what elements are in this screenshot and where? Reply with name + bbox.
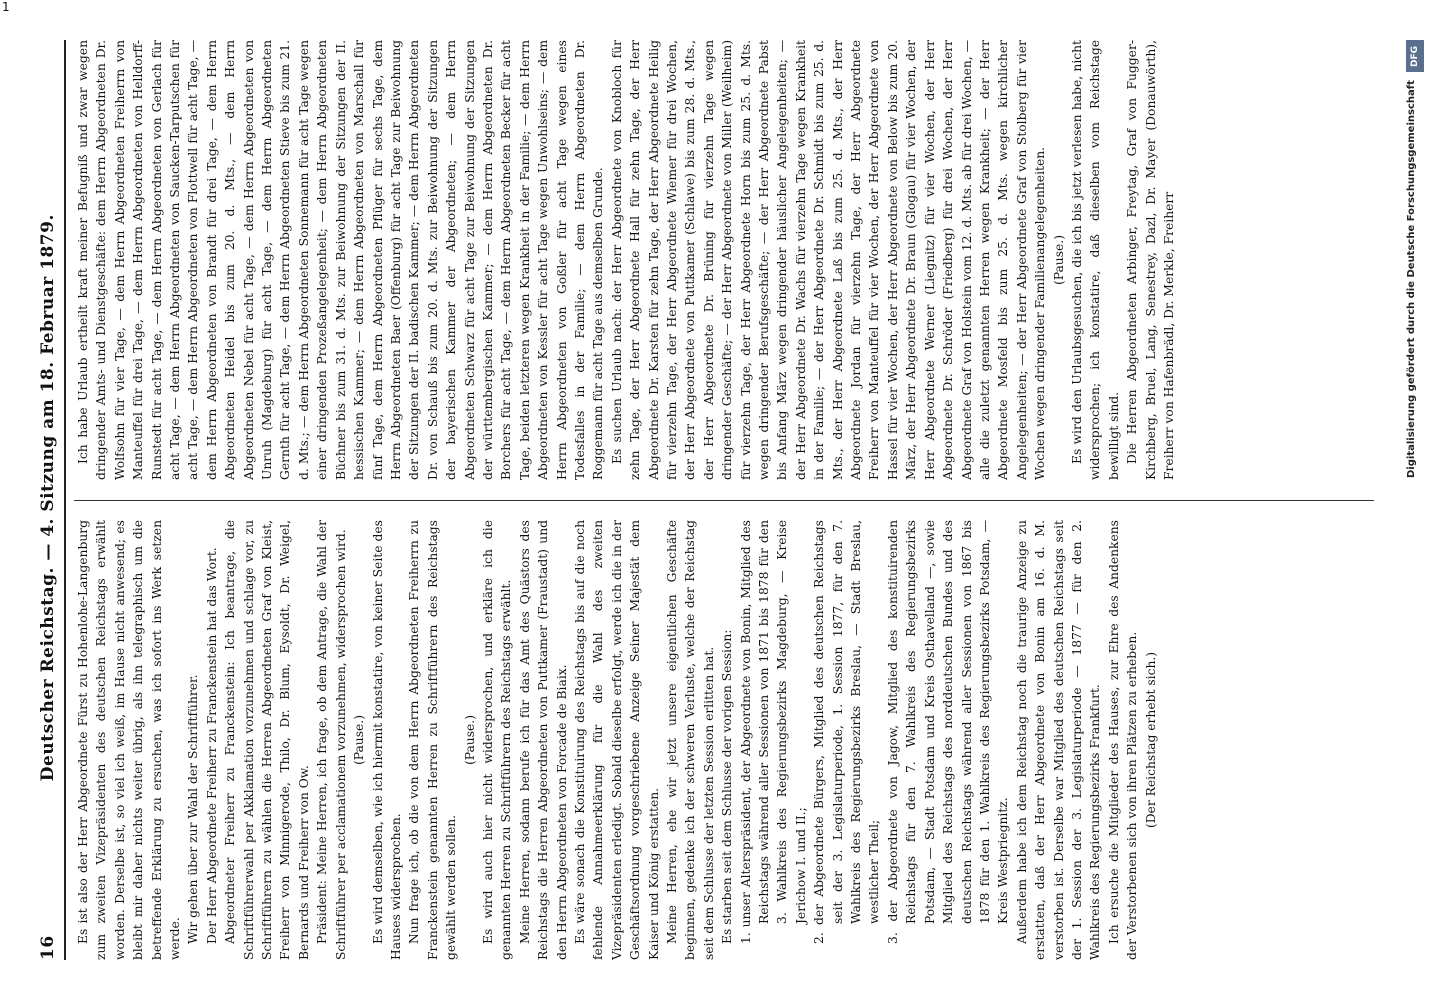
paragraph: Meine Herren, sodann berufe ich für das Amt des Quästors des Reichstags die Herren Abgeordneten von Puttkamer (Fraustadt) und den Herrn Abgeordneten von Forcade de Biaix. <box>517 520 569 960</box>
column-divider <box>74 500 1374 501</box>
page-title: Deutscher Reichstag. — 4. Sitzung am 18. Februar 1879. <box>38 214 58 782</box>
dfg-sidebar <box>1404 40 1428 960</box>
paragraph: Präsident: Meine Herren, ich frage, ob dem Antrage, die Wahl der Schriftführer per acclamationem vorzunehmen, widersprochen wird. <box>315 520 348 960</box>
paragraph: Es wird demselben, wie ich hiermit konstatire, von keiner Seite des Hauses widersprochen. <box>370 520 403 960</box>
paragraph: Es suchen Urlaub nach: der Herr Abgeordnete von Knobloch für zehn Tage, der Herr Abgeordnete Hall für zehn Tage, der Herr Abgeordnete Dr. Karsten für zehn Tage, der Herr Abgeordnete Heilig für vierzehn Tage, der Herr Abgeordnete Wiemer für drei Wochen, der Herr Abgeordnete von Puttkamer (Schlawe) bis zum 28. d. Mts., der Herr Abgeordnete Dr. Brüning für vierzehn Tage wegen dringender Geschäfte; — der Herr Abgeordnete von Miller (Weilheim) für vierzehn Tage, der Herr Abgeordnete Horn bis zum 25. d. Mts. wegen dringender Berufsgeschäfte; — der Herr Abgeordnete Pabst bis Anfang März wegen dringender häuslicher Angelegenheiten; — der Herr Abgeordnete Dr. Wachs für vierzehn Tage wegen Krankheit in der Familie; — der Herr Abgeordnete Dr. Schmidt bis zum 25. d. Mts., der Herr Abgeordnete Laß bis zum 25. d. Mts., der Herr Abgeordnete Jordan für vierzehn Tage, der Herr Abgeordnete Freiherr von Manteuffel für vier Wochen, der Herr Abgeordnete von Hassel für vier Wochen, der Herr Abgeordnete von Below bis zum 20. März, der Herr Abgeordnete Dr. Braun (Glogau) für vier Wochen, der Herr Abgeordnete Werner (Liegnitz) für vier Wochen, der Herr Abgeordnete Dr. Schröder (Friedberg) für drei Wochen, der Herr Abgeordnete Graf von Holstein vom 12. d. Mts. ab für drei Wochen, — alle die zuletzt genannten Herren wegen Krankheit; — der Herr Abgeordnete Mosfeld bis zum 25. d. Mts. wegen kirchlicher Angelegenheiten; — der Herr Abgeordnete Graf von Stolberg für vier Wochen wegen dringender Familienangelegenheiten. <box>609 40 1048 480</box>
stage-direction: (Pause.) <box>462 714 477 766</box>
paragraph: Ich ersuche die Mitglieder des Hauses, zur Ehre des Andenkens der Verstorbenen sich von ihren Plätzen zu erheben. <box>1106 520 1140 960</box>
list-item: 2. der Abgeordnete Bürgers, Mitglied des deutschen Reichstags seit der 3. Legislaturperiode, 1. Session 1877, für den 7. Wahlkreis des Regierungsbezirks Breslau, — Stadt Breslau, westlicher Theil; <box>812 520 882 944</box>
paragraph: Meine Herren, ehe wir jetzt unsere eigentlichen Geschäfte beginnen, gedenke ich der schweren Verluste, welche der Reichstag seit dem Schlusse der letzten Session erlitten hat. <box>665 520 716 960</box>
dfg-logo: DFG <box>1406 40 1424 72</box>
corner-mark: 1 <box>2 0 10 14</box>
paragraph: Wir gehen über zur Wahl der Schriftführer. <box>186 674 201 944</box>
list-item: 1. unser Alterspräsident, der Abgeordnete von Bonin, Mitglied des Reichstags während aller Sessionen von 1871 bis 1878 für den 3. Wahlkreis des Regierungsbezirks Magdeburg, — Kreise Jerichow I. und II.; <box>738 520 808 944</box>
paragraph: Es wäre sonach die Konstituirung des Reichstags bis auf die noch fehlende Annahmeerklärung für die Wahl des zweiten Vizepräsidenten erledigt. Sobald dieselbe erfolgt, werde ich die in der Geschäftsordnung vorgeschriebene Anzeige Seiner Majestät dem Kaiser und König erstatten. <box>572 520 661 960</box>
paragraph: Es ist also der Herr Abgeordnete Fürst zu Hohenlohe-Langenburg zum zweiten Vizepräsidenten des deutschen Reichstags erwählt worden. Derselbe ist, so viel ich weiß, im Hause nicht anwesend; es bleibt mir daher nichts weiter übrig, als ihn telegraphisch um die betreffende Erklärung zu ersuchen, was ich sofort ins Werk setzen werde. <box>76 520 183 960</box>
paragraph: Abgeordneter Freiherr zu Franckenstein: Ich beantrage, die Schriftführerwahl per Akklamation vorzunehmen und schlage vor, zu Schriftführern zu wählen die Herren Abgeordneten Graf von Kleist, Freiherr von Minnigerode, Thilo, Dr. Blum, Eysoldt, Dr. Weigel, Bernards und Freiherr von Ow. <box>223 520 311 960</box>
page-number: 16 <box>38 935 58 960</box>
list-item: 3. der Abgeordnete von Jagow, Mitglied des konstituirenden Reichstags für den 7. Wahlkreis des Regierungsbezirks Potsdam, — Stadt Potsdam und Kreis Osthavelland —, sowie Mitglied des Reichstags des norddeutschen Bundes und des deutschen Reichstags während aller Sessionen von 1867 bis 1878 für den 1. Wahlkreis des Regierungsbezirks Potsdam, — Kreis Westpriegnitz. <box>885 520 1011 944</box>
paragraph: Es wird den Urlaubsgesuchen, die ich bis jetzt verlesen habe, nicht widersprochen; ich konstatire, daß dieselben vom Reichstage bewilligt sind. <box>1069 40 1121 480</box>
stage-direction: (Der Reichstag erhebt sich.) <box>1143 651 1158 829</box>
paragraph: Nun frage ich, ob die von dem Herrn Abgeordneten Freiherrn zu Franckenstein genannten Herren zu Schriftführern des Reichstags gewählt werden sollen. <box>407 520 459 960</box>
paragraph: Ich habe Urlaub ertheilt kraft meiner Befugniß und zwar wegen dringender Amts- und Dienstgeschäfte: dem Herrn Abgeordneten Dr. Wolfsohn für vier Tage, — dem Herrn Abgeordneten Freiherrn von Manteuffel für drei Tage, — dem Herrn Abgeordneten von Helldorff-Runstedt für acht Tage, — dem Herrn Abgeordneten von Gerlach für acht Tage, — dem Herrn Abgeordneten von Saucken-Tarputschen für acht Tage, — dem Herrn Abgeordneten von Flottwell für acht Tage, — dem Herrn Abgeordneten von Brandt für drei Tage, — dem Herrn Abgeordneten Heidel bis zum 20. d. Mts., — dem Herrn Abgeordneten Nebel für acht Tage, — dem Herrn Abgeordneten von Unruh (Magdeburg) für acht Tage, — dem Herrn Abgeordneten Gernth für acht Tage, — dem Herrn Abgeordneten Stieve bis zum 21. d. Mts.; — dem Herrn Abgeordneten Sonnemann für acht Tage wegen einer dringenden Prozeßangelegenheit; — dem Herrn Abgeordneten Büchner bis zum 31. d. Mts. zur Beiwohnung der Sitzungen der II. hessischen Kammer; — dem Herrn Abgeordneten von Marschall für fünf Tage, dem Herrn Abgeordneten Pflüger für sechs Tage, dem Herrn Abgeordneten Baer (Offenburg) für acht Tage zur Beiwohnung der Sitzungen der II. badischen Kammer; — dem Herrn Abgeordneten Dr. von Schauß bis zum 20. d. Mts. zur Beiwohnung der Sitzungen der bayerischen Kammer der Abgeordneten; — dem Herrn Abgeordneten Schwarz für acht Tage zur Beiwohnung der Sitzungen der württembergischen Kammer; — dem Herrn Abgeordneten Dr. Borchers für acht Tage, — dem Herrn Abgeordneten Becker für acht Tage, beiden letzteren wegen Krankheit in der Familie; — dem Herrn Abgeordneten von Kessler für acht Tage wegen Unwohlseins; — dem Herrn Abgeordneten von Goßler für acht Tage wegen eines Todesfalles in der Familie; — dem Herrn Abgeordneten Dr. Roggemann für acht Tage aus demselben Grunde. <box>76 40 606 480</box>
stage-direction: (Pause.) <box>352 714 367 766</box>
right-column <box>74 40 1178 480</box>
paragraph: Der Herr Abgeordnete Freiherr zu Franckenstein hat das Wort. <box>204 547 219 944</box>
stage-direction: (Pause.) <box>1051 234 1066 286</box>
left-column <box>74 520 1160 960</box>
paragraph: Die Herren Abgeordneten Arbinger, Freytag, Graf von Fugger-Kirchberg, Bruel, Lang, Senestrey, Dazl, Dr. Mayer (Donauwörth), Freiherr von Hafenbrädl, Dr. Merkle, Freiherr <box>1125 40 1176 480</box>
paragraph: Es starben seit dem Schlusse der vorigen Session: <box>720 629 735 944</box>
dfg-credit-text: Digitalisierung gefördert durch die Deutsche Forschungsgemeinschaft <box>1406 80 1417 478</box>
paragraph: Außerdem habe ich dem Reichstag noch die traurige Anzeige zu erstatten, daß der Herr Abgeordnete von Bonin am 16. d. M. verstorben ist. Derselbe war Mitglied des deutschen Reichstags seit der 1. Session der 3. Legislaturperiode — 1877 — für den 2. Wahlkreis des Regierungsbezirks Frankfurt. <box>1014 520 1103 960</box>
document-page <box>20 20 1400 980</box>
header-rule <box>64 40 66 960</box>
page-header <box>34 40 62 960</box>
paragraph: Es wird auch hier nicht widersprochen, und erkläre ich die genannten Herren zu Schriftführern des Reichstags erwählt. <box>480 520 514 960</box>
